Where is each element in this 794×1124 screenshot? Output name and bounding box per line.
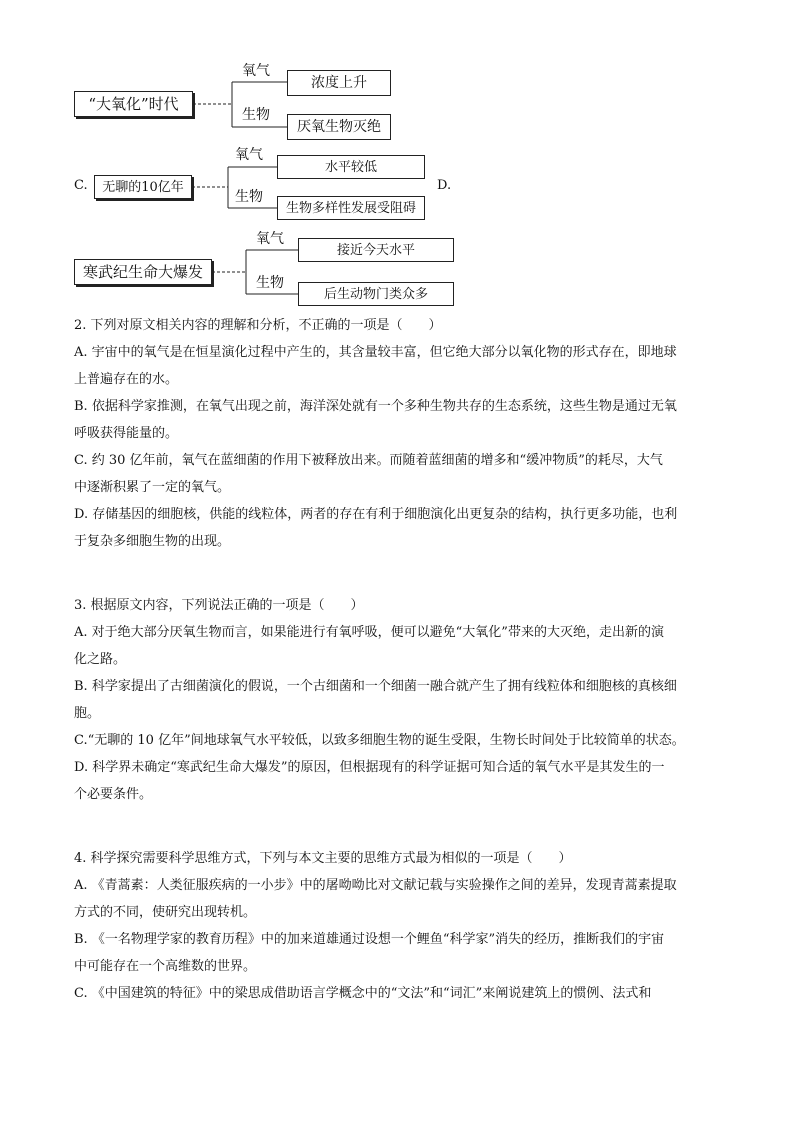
q2-option-c-line2: 中逐渐积累了一定的氧气。 [74, 480, 231, 495]
diagram2-branch1-label: 氧气 [235, 147, 263, 163]
q2-option-a-line2: 上普遍存在的水。 [74, 372, 179, 387]
question-2-stem: 2. 下列对原文相关内容的理解和分析，不正确的一项是（ ） [74, 318, 442, 333]
q4-option-a-line1: A. 《青蒿素：人类征服疾病的一小步》中的屠呦呦比对文献记载与实验操作之间的差异，发现青蒿素提取 [74, 878, 677, 893]
q3-option-c-line1: C.“无聊的 10 亿年”间地球氧气水平较低，以致多细胞生物的诞生受限，生物长时间处于比较简单的状态。 [74, 733, 685, 748]
diagram3-branch1-label: 氧气 [256, 231, 284, 247]
diagram2-main: 无聊的10亿年 [94, 175, 192, 199]
q4-option-b-line2: 中可能存在一个高维数的世界。 [74, 959, 257, 974]
diagram3-branch2-label: 生物 [256, 275, 284, 291]
q4-option-c-line1: C. 《中国建筑的特征》中的梁思成借助语言学概念中的“文法”和“词汇”来阐说建筑上的惯例、法式和 [74, 986, 652, 1001]
q3-option-a-line1: A. 对于绝大部分厌氧生物而言，如果能进行有氧呼吸，便可以避免“大氧化”带来的大灭绝，走出新的演 [74, 625, 664, 640]
q4-option-a-line2: 方式的不同，使研究出现转机。 [74, 905, 257, 920]
question-4-stem: 4. 科学探究需要科学思维方式，下列与本文主要的思维方式最为相似的一项是（ ） [74, 851, 572, 866]
q3-option-a-line2: 化之路。 [74, 652, 127, 667]
option-c-marker: C. [74, 178, 88, 193]
diagram2-branch1-value: 水平较低 [277, 155, 425, 179]
q2-option-a-line1: A. 宇宙中的氧气是在恒星演化过程中产生的，其含量较丰富，但它绝大部分以氧化物的形式存在，即地球 [74, 345, 677, 360]
q2-option-c-line1: C. 约 30 亿年前，氧气在蓝细菌的作用下被释放出来。而随着蓝细菌的增多和“缓冲物质”的耗尽，大气 [74, 453, 663, 468]
q2-option-d-line1: D. 存储基因的细胞核，供能的线粒体，两者的存在有利于细胞演化出更复杂的结构，执行更多功能，也利 [74, 507, 678, 522]
question-3 [74, 592, 724, 808]
diagram3-main: 寒武纪生命大爆发 [74, 259, 212, 285]
q4-option-b-line1: B. 《一名物理学家的教育历程》中的加来道雄通过设想一个鲤鱼“科学家”消失的经历，推断我们的宇宙 [74, 932, 665, 947]
diagram2-branch2-value: 生物多样性发展受阻碍 [277, 196, 425, 220]
option-d-marker: D. [437, 178, 452, 193]
q3-option-d-line1: D. 科学界未确定“寒武纪生命大爆发”的原因，但根据现有的科学证据可知合适的氧气水平是其发生的一 [74, 760, 665, 775]
diagram1-branch1-label: 氧气 [242, 63, 270, 79]
q2-option-b-line1: B. 依据科学家推测，在氧气出现之前，海洋深处就有一个多种生物共存的生态系统，这些生物是通过无氧 [74, 399, 677, 414]
diagram3-branch2-value: 后生动物门类众多 [298, 282, 454, 306]
question-4 [74, 845, 724, 1007]
question-3-stem: 3. 根据原文内容，下列说法正确的一项是（ ） [74, 598, 364, 613]
diagram2-branch2-label: 生物 [235, 189, 263, 205]
q3-option-b-line1: B. 科学家提出了古细菌演化的假说，一个古细菌和一个细菌一融合就产生了拥有线粒体和细胞核的真核细 [74, 679, 677, 694]
diagram3-branch1-value: 接近今天水平 [298, 238, 454, 262]
diagram1-branch2-value: 厌氧生物灭绝 [287, 114, 391, 140]
diagram1-branch2-label: 生物 [242, 107, 270, 123]
question-2 [74, 312, 724, 555]
q2-option-d-line2: 于复杂多细胞生物的出现。 [74, 534, 231, 549]
diagram1-branch1-value: 浓度上升 [287, 70, 391, 96]
q3-option-d-line2: 个必要条件。 [74, 787, 153, 802]
q3-option-b-line2: 胞。 [74, 706, 101, 721]
diagram1-main: “大氧化”时代 [74, 91, 193, 117]
q2-option-b-line2: 呼吸获得能量的。 [74, 426, 179, 441]
